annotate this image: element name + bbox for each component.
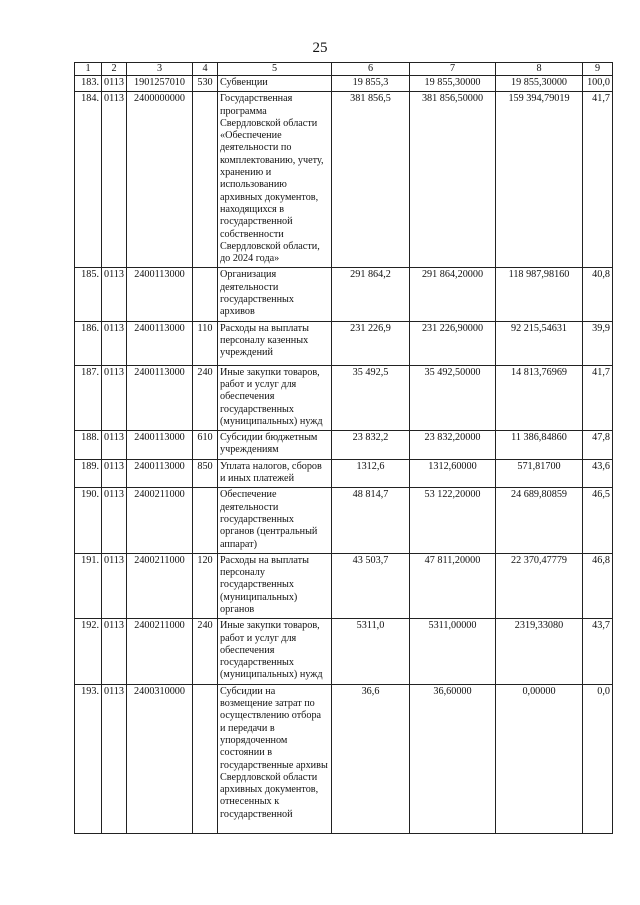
target-article-code: 2400310000: [127, 684, 193, 833]
expense-type-code: [193, 488, 218, 553]
row-number: 184.: [75, 92, 102, 268]
row-number: 187.: [75, 365, 102, 430]
expense-name: Обеспечение деятельности государственных органов (центральный аппарат): [218, 488, 332, 553]
execution-percent: 43,7: [583, 619, 613, 684]
row-number: 191.: [75, 553, 102, 618]
planned-amount: 291 864,2: [332, 268, 410, 321]
expense-type-code: 610: [193, 431, 218, 460]
planned-amount: 381 856,5: [332, 92, 410, 268]
specified-amount: 35 492,50000: [410, 365, 496, 430]
specified-amount: 47 811,20000: [410, 553, 496, 618]
section-code: 0113: [102, 619, 127, 684]
executed-amount: 19 855,30000: [496, 76, 583, 92]
target-article-code: 2400113000: [127, 365, 193, 430]
column-header-9: 9: [583, 63, 613, 76]
target-article-code: 1901257010: [127, 76, 193, 92]
expense-name: Уплата налогов, сборов и иных платежей: [218, 459, 332, 488]
execution-percent: 41,7: [583, 92, 613, 268]
executed-amount: 159 394,79019: [496, 92, 583, 268]
table-row: [75, 321, 613, 365]
specified-amount: 23 832,20000: [410, 431, 496, 460]
expense-name: Расходы на выплаты персоналу казенных учреждений: [218, 321, 332, 365]
section-code: 0113: [102, 684, 127, 833]
execution-percent: 47,8: [583, 431, 613, 460]
planned-amount: 43 503,7: [332, 553, 410, 618]
planned-amount: 231 226,9: [332, 321, 410, 365]
section-code: 0113: [102, 321, 127, 365]
row-number: 186.: [75, 321, 102, 365]
expense-name: Субсидии бюджетным учреждениям: [218, 431, 332, 460]
table-row: [75, 619, 613, 684]
execution-percent: 46,8: [583, 553, 613, 618]
table-row: [75, 459, 613, 488]
execution-percent: 0,0: [583, 684, 613, 833]
expense-type-code: 110: [193, 321, 218, 365]
execution-percent: 100,0: [583, 76, 613, 92]
executed-amount: 24 689,80859: [496, 488, 583, 553]
expense-type-code: [193, 684, 218, 833]
planned-amount: 48 814,7: [332, 488, 410, 553]
expense-type-code: [193, 268, 218, 321]
expense-type-code: [193, 92, 218, 268]
execution-percent: 39,9: [583, 321, 613, 365]
expense-type-code: 530: [193, 76, 218, 92]
table-row: [75, 684, 613, 833]
table-row: [75, 76, 613, 92]
expense-type-code: 850: [193, 459, 218, 488]
row-number: 188.: [75, 431, 102, 460]
target-article-code: 2400211000: [127, 619, 193, 684]
planned-amount: 1312,6: [332, 459, 410, 488]
target-article-code: 2400113000: [127, 321, 193, 365]
planned-amount: 36,6: [332, 684, 410, 833]
table-row: [75, 268, 613, 321]
target-article-code: 2400211000: [127, 488, 193, 553]
table-row: [75, 365, 613, 430]
section-code: 0113: [102, 365, 127, 430]
execution-percent: 41,7: [583, 365, 613, 430]
executed-amount: 14 813,76969: [496, 365, 583, 430]
executed-amount: 571,81700: [496, 459, 583, 488]
specified-amount: 19 855,30000: [410, 76, 496, 92]
row-number: 189.: [75, 459, 102, 488]
expense-type-code: 120: [193, 553, 218, 618]
specified-amount: 53 122,20000: [410, 488, 496, 553]
row-number: 193.: [75, 684, 102, 833]
table-row: [75, 92, 613, 268]
column-header-3: 3: [127, 63, 193, 76]
section-code: 0113: [102, 431, 127, 460]
section-code: 0113: [102, 268, 127, 321]
expense-type-code: 240: [193, 365, 218, 430]
specified-amount: 381 856,50000: [410, 92, 496, 268]
table-row: [75, 553, 613, 618]
column-header-5: 5: [218, 63, 332, 76]
target-article-code: 2400113000: [127, 431, 193, 460]
expense-name: Государственная программа Свердловской области «Обеспечение деятельности по комплектованию, учету, хранению и использованию архивных документов, находящихся в государственной собственности Свердловской области, до 2024 года»: [218, 92, 332, 268]
executed-amount: 0,00000: [496, 684, 583, 833]
expense-name: Иные закупки товаров, работ и услуг для обеспечения государственных (муниципальных) нужд: [218, 619, 332, 684]
target-article-code: 2400211000: [127, 553, 193, 618]
table-row: [75, 488, 613, 553]
expense-name: Организация деятельности государственных архивов: [218, 268, 332, 321]
planned-amount: 5311,0: [332, 619, 410, 684]
column-header-1: 1: [75, 63, 102, 76]
expense-name: Расходы на выплаты персоналу государственных (муниципальных) органов: [218, 553, 332, 618]
column-header-8: 8: [496, 63, 583, 76]
execution-percent: 40,8: [583, 268, 613, 321]
executed-amount: 118 987,98160: [496, 268, 583, 321]
execution-percent: 46,5: [583, 488, 613, 553]
budget-table: [74, 62, 613, 834]
executed-amount: 2319,33080: [496, 619, 583, 684]
target-article-code: 2400000000: [127, 92, 193, 268]
row-number: 185.: [75, 268, 102, 321]
executed-amount: 92 215,54631: [496, 321, 583, 365]
column-header-7: 7: [410, 63, 496, 76]
page-number: 25: [312, 40, 328, 56]
column-header-2: 2: [102, 63, 127, 76]
row-number: 192.: [75, 619, 102, 684]
specified-amount: 36,60000: [410, 684, 496, 833]
section-code: 0113: [102, 76, 127, 92]
table-body: [75, 76, 613, 834]
expense-type-code: 240: [193, 619, 218, 684]
planned-amount: 35 492,5: [332, 365, 410, 430]
executed-amount: 11 386,84860: [496, 431, 583, 460]
specified-amount: 1312,60000: [410, 459, 496, 488]
expense-name: Субсидии на возмещение затрат по осуществлению отбора и передачи в упорядоченном состоянии в государственные архивы Свердловской области архивных документов, отнесенных к государственной: [218, 684, 332, 833]
target-article-code: 2400113000: [127, 268, 193, 321]
expense-name: Иные закупки товаров, работ и услуг для обеспечения государственных (муниципальных) нужд: [218, 365, 332, 430]
specified-amount: 291 864,20000: [410, 268, 496, 321]
planned-amount: 19 855,3: [332, 76, 410, 92]
table-row: [75, 431, 613, 460]
planned-amount: 23 832,2: [332, 431, 410, 460]
execution-percent: 43,6: [583, 459, 613, 488]
expense-name: Субвенции: [218, 76, 332, 92]
section-code: 0113: [102, 92, 127, 268]
specified-amount: 5311,00000: [410, 619, 496, 684]
section-code: 0113: [102, 459, 127, 488]
section-code: 0113: [102, 488, 127, 553]
specified-amount: 231 226,90000: [410, 321, 496, 365]
section-code: 0113: [102, 553, 127, 618]
row-number: 183.: [75, 76, 102, 92]
column-header-4: 4: [193, 63, 218, 76]
column-header-6: 6: [332, 63, 410, 76]
target-article-code: 2400113000: [127, 459, 193, 488]
header-row: [75, 63, 613, 76]
row-number: 190.: [75, 488, 102, 553]
executed-amount: 22 370,47779: [496, 553, 583, 618]
